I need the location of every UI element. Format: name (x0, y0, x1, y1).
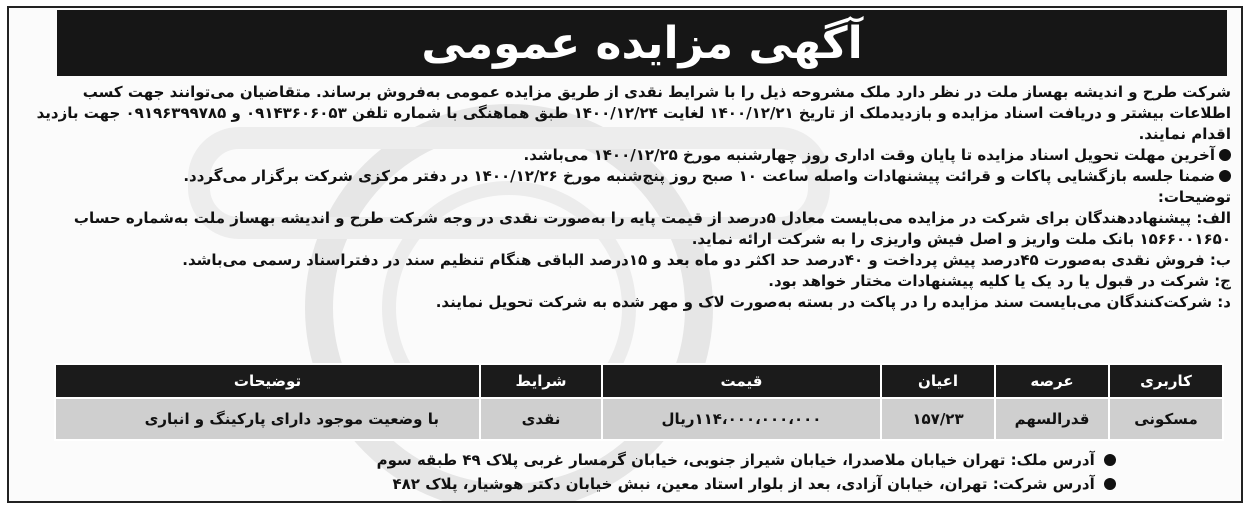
notes-heading: توضیحات: (1157, 188, 1231, 206)
cell-land: قدرالسهم (995, 398, 1109, 440)
note-key: الف: (1196, 209, 1231, 227)
opening-bullet (21, 166, 1231, 187)
note-key: ب: (1209, 251, 1231, 269)
intro-paragraph (21, 82, 1231, 145)
note-item (21, 208, 1231, 250)
notice-title (57, 10, 1227, 76)
header-land: عرصه (995, 364, 1109, 398)
property-address-label: آدرس ملک: (1010, 451, 1095, 469)
table-header-row (55, 364, 1223, 398)
note-item (21, 292, 1231, 313)
company-name: شرکت طرح و اندیشه بهساز ملت (986, 83, 1231, 101)
auction-notice (7, 6, 1243, 503)
property-address (109, 448, 1116, 472)
cell-terms: نقدی (480, 398, 602, 440)
note-text: شرکت‌کنندگان می‌بایست سند مزایده را در پاکت در بسته به‌صورت لاک و مهر شده به شرکت تحویل نمایند. (435, 293, 1213, 311)
title-text: آگهی مزایده عمومی (421, 17, 863, 69)
addresses (109, 448, 1116, 496)
bullet-icon (1104, 454, 1116, 466)
note-text: فروش نقدی به‌صورت ۴۵درصد پیش پرداخت و ۴۰درصد حد اکثر دو ماه بعد و ۱۵درصد الباقی هنگام تنظیم سند در دفتراسناد رسمی می‌باشد. (182, 251, 1205, 269)
header-building: اعیان (881, 364, 995, 398)
cell-price: ۱۱۴،۰۰۰،۰۰۰،۰۰۰ریال (602, 398, 881, 440)
header-description: توضیحات (55, 364, 480, 398)
cell-description: با وضعیت موجود دارای پارکینگ و انباری (55, 398, 480, 440)
header-price: قیمت (602, 364, 881, 398)
table-row (55, 398, 1223, 440)
property-address-text: تهران خیابان ملاصدرا، خیابان شیراز جنوبی، خیابان گرمسار غربی پلاک ۴۹ طبقه سوم (376, 451, 1006, 469)
note-key: د: (1217, 293, 1231, 311)
bullet-icon (1219, 149, 1231, 161)
note-item (21, 250, 1231, 271)
note-text: شرکت در قبول یا رد یک یا کلیه پیشنهادات مختار خواهد بود. (768, 272, 1209, 290)
note-key: ج: (1214, 272, 1231, 290)
company-address (109, 472, 1116, 496)
note-text: پیشنهاددهندگان برای شرکت در مزایده می‌بایست معادل ۵درصد از قیمت پایه را به‌صورت نقدی در وجه شرکت طرح و اندیشه بهساز ملت به‌شماره حساب ۱۵۶۶۰۰۱۶۵۰ بانک ملت واریز و اصل فیش واریزی را به شرکت ارائه نماید. (73, 209, 1231, 248)
cell-usage: مسکونی (1109, 398, 1223, 440)
note-item (21, 271, 1231, 292)
bullet-text: آخرین مهلت تحویل اسناد مزایده تا پایان وقت اداری روز چهارشنبه مورخ ۱۴۰۰/۱۲/۲۵ می‌باشد. (523, 146, 1215, 164)
company-address-text: تهران، خیابان آزادی، بعد از بلوار استاد معین، نبش خیابان دکتر هوشیار، پلاک ۴۸۲ (392, 475, 988, 493)
deadline-bullet (21, 145, 1231, 166)
notice-body (21, 82, 1231, 313)
cell-building: ۱۵۷/۲۳ (881, 398, 995, 440)
header-usage: کاربری (1109, 364, 1223, 398)
header-terms: شرایط (480, 364, 602, 398)
intro-text: در نظر دارد ملک مشروحه ذیل را با شرایط نقدی از طریق مزایده عمومی به‌فروش برساند. متقاضیان می‌توانند جهت کسب اطلاعات بیشتر و دریافت اسناد مزایده و بازدیدملک از تاریخ ۱۴۰۰/۱۲/۲۱ لغایت ۱۴۰۰/۱۲/۲۴ طبق هماهنگی با شماره تلفن ۰۹۱۴۳۶۰۶۰۵۳ و ۰۹۱۹۶۳۹۹۷۸۵ جهت بازدید اقدام نمایند. (36, 83, 1231, 143)
bullet-icon (1219, 170, 1231, 182)
bullet-icon (1104, 478, 1116, 490)
bullet-text: ضمنا جلسه بازگشایی پاکات و قرائت پیشنهادات واصله ساعت ۱۰ صبح روز پنج‌شنبه مورخ ۱۴۰۰/۱۲/۲۶ در دفتر مرکزی شرکت برگزار می‌گردد. (183, 167, 1215, 185)
company-address-label: آدرس شرکت: (992, 475, 1095, 493)
property-table (54, 363, 1224, 441)
